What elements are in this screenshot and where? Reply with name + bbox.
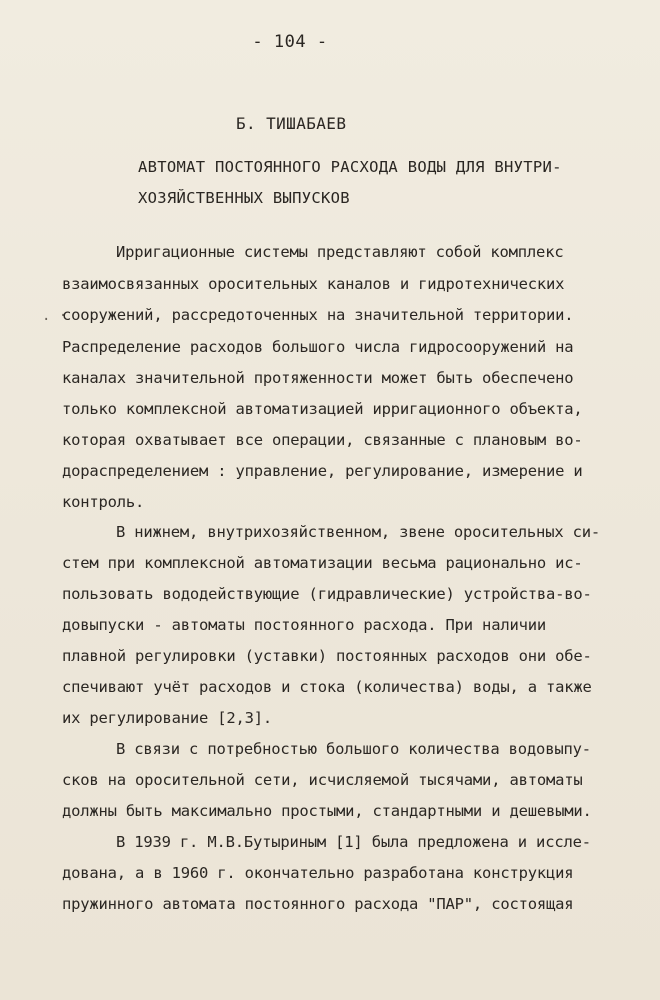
page-number: - 104 - xyxy=(252,32,328,52)
article-title-line-2: ХОЗЯЙСТВЕННЫХ ВЫПУСКОВ xyxy=(138,189,350,207)
body-line: стем при комплексной автоматизации весьма рационально ис- xyxy=(62,554,583,572)
body-line: В 1939 г. М.В.Бутыриным [1] была предложена и иссле- xyxy=(116,833,591,851)
body-line: спечивают учёт расходов и стока (количества) воды, а также xyxy=(62,678,592,696)
body-line: довыпуски - автоматы постоянного расхода. При наличии xyxy=(62,616,546,634)
article-title-line-1: АВТОМАТ ПОСТОЯННОГО РАСХОДА ВОДЫ ДЛЯ ВНУТРИ- xyxy=(138,158,562,176)
body-line: плавной регулировки (уставки) постоянных расходов они обе- xyxy=(62,647,592,665)
body-line: их регулирование [2,3]. xyxy=(62,709,273,727)
body-line: В нижнем, внутрихозяйственном, звене оросительных си- xyxy=(116,523,600,541)
body-line: Распределение расходов большого числа гидросооружений на xyxy=(62,338,574,356)
body-line: каналах значительной протяженности может быть обеспечено xyxy=(62,369,574,387)
body-line: должны быть максимально простыми, стандартными и дешевыми. xyxy=(62,802,592,820)
body-line: которая охватывает все операции, связанные с плановым во- xyxy=(62,431,583,449)
body-line: взаимосвязанных оросительных каналов и гидротехнических xyxy=(62,275,565,293)
body-line: пользовать вододействующие (гидравлические) устройства-во- xyxy=(62,585,592,603)
body-line: Ирригационные системы представляют собой комплекс xyxy=(116,243,564,261)
body-line: только комплексной автоматизацией ирригационного объекта, xyxy=(62,400,583,418)
body-line: дораспределением : управление, регулирование, измерение и xyxy=(62,462,583,480)
margin-mark: . · xyxy=(42,308,68,324)
body-line: дована, а в 1960 г. окончательно разработана конструкция xyxy=(62,864,574,882)
body-line: контроль. xyxy=(62,493,145,511)
body-line: В связи с потребностью большого количества водовыпу- xyxy=(116,740,591,758)
body-line: пружинного автомата постоянного расхода "ПАР", состоящая xyxy=(62,895,574,913)
author-name: Б. ТИШАБАЕВ xyxy=(236,114,347,133)
body-line: сков на оросительной сети, исчисляемой тысячами, автоматы xyxy=(62,771,583,789)
body-line: сооружений, рассредоточенных на значительной территории. xyxy=(62,306,574,324)
